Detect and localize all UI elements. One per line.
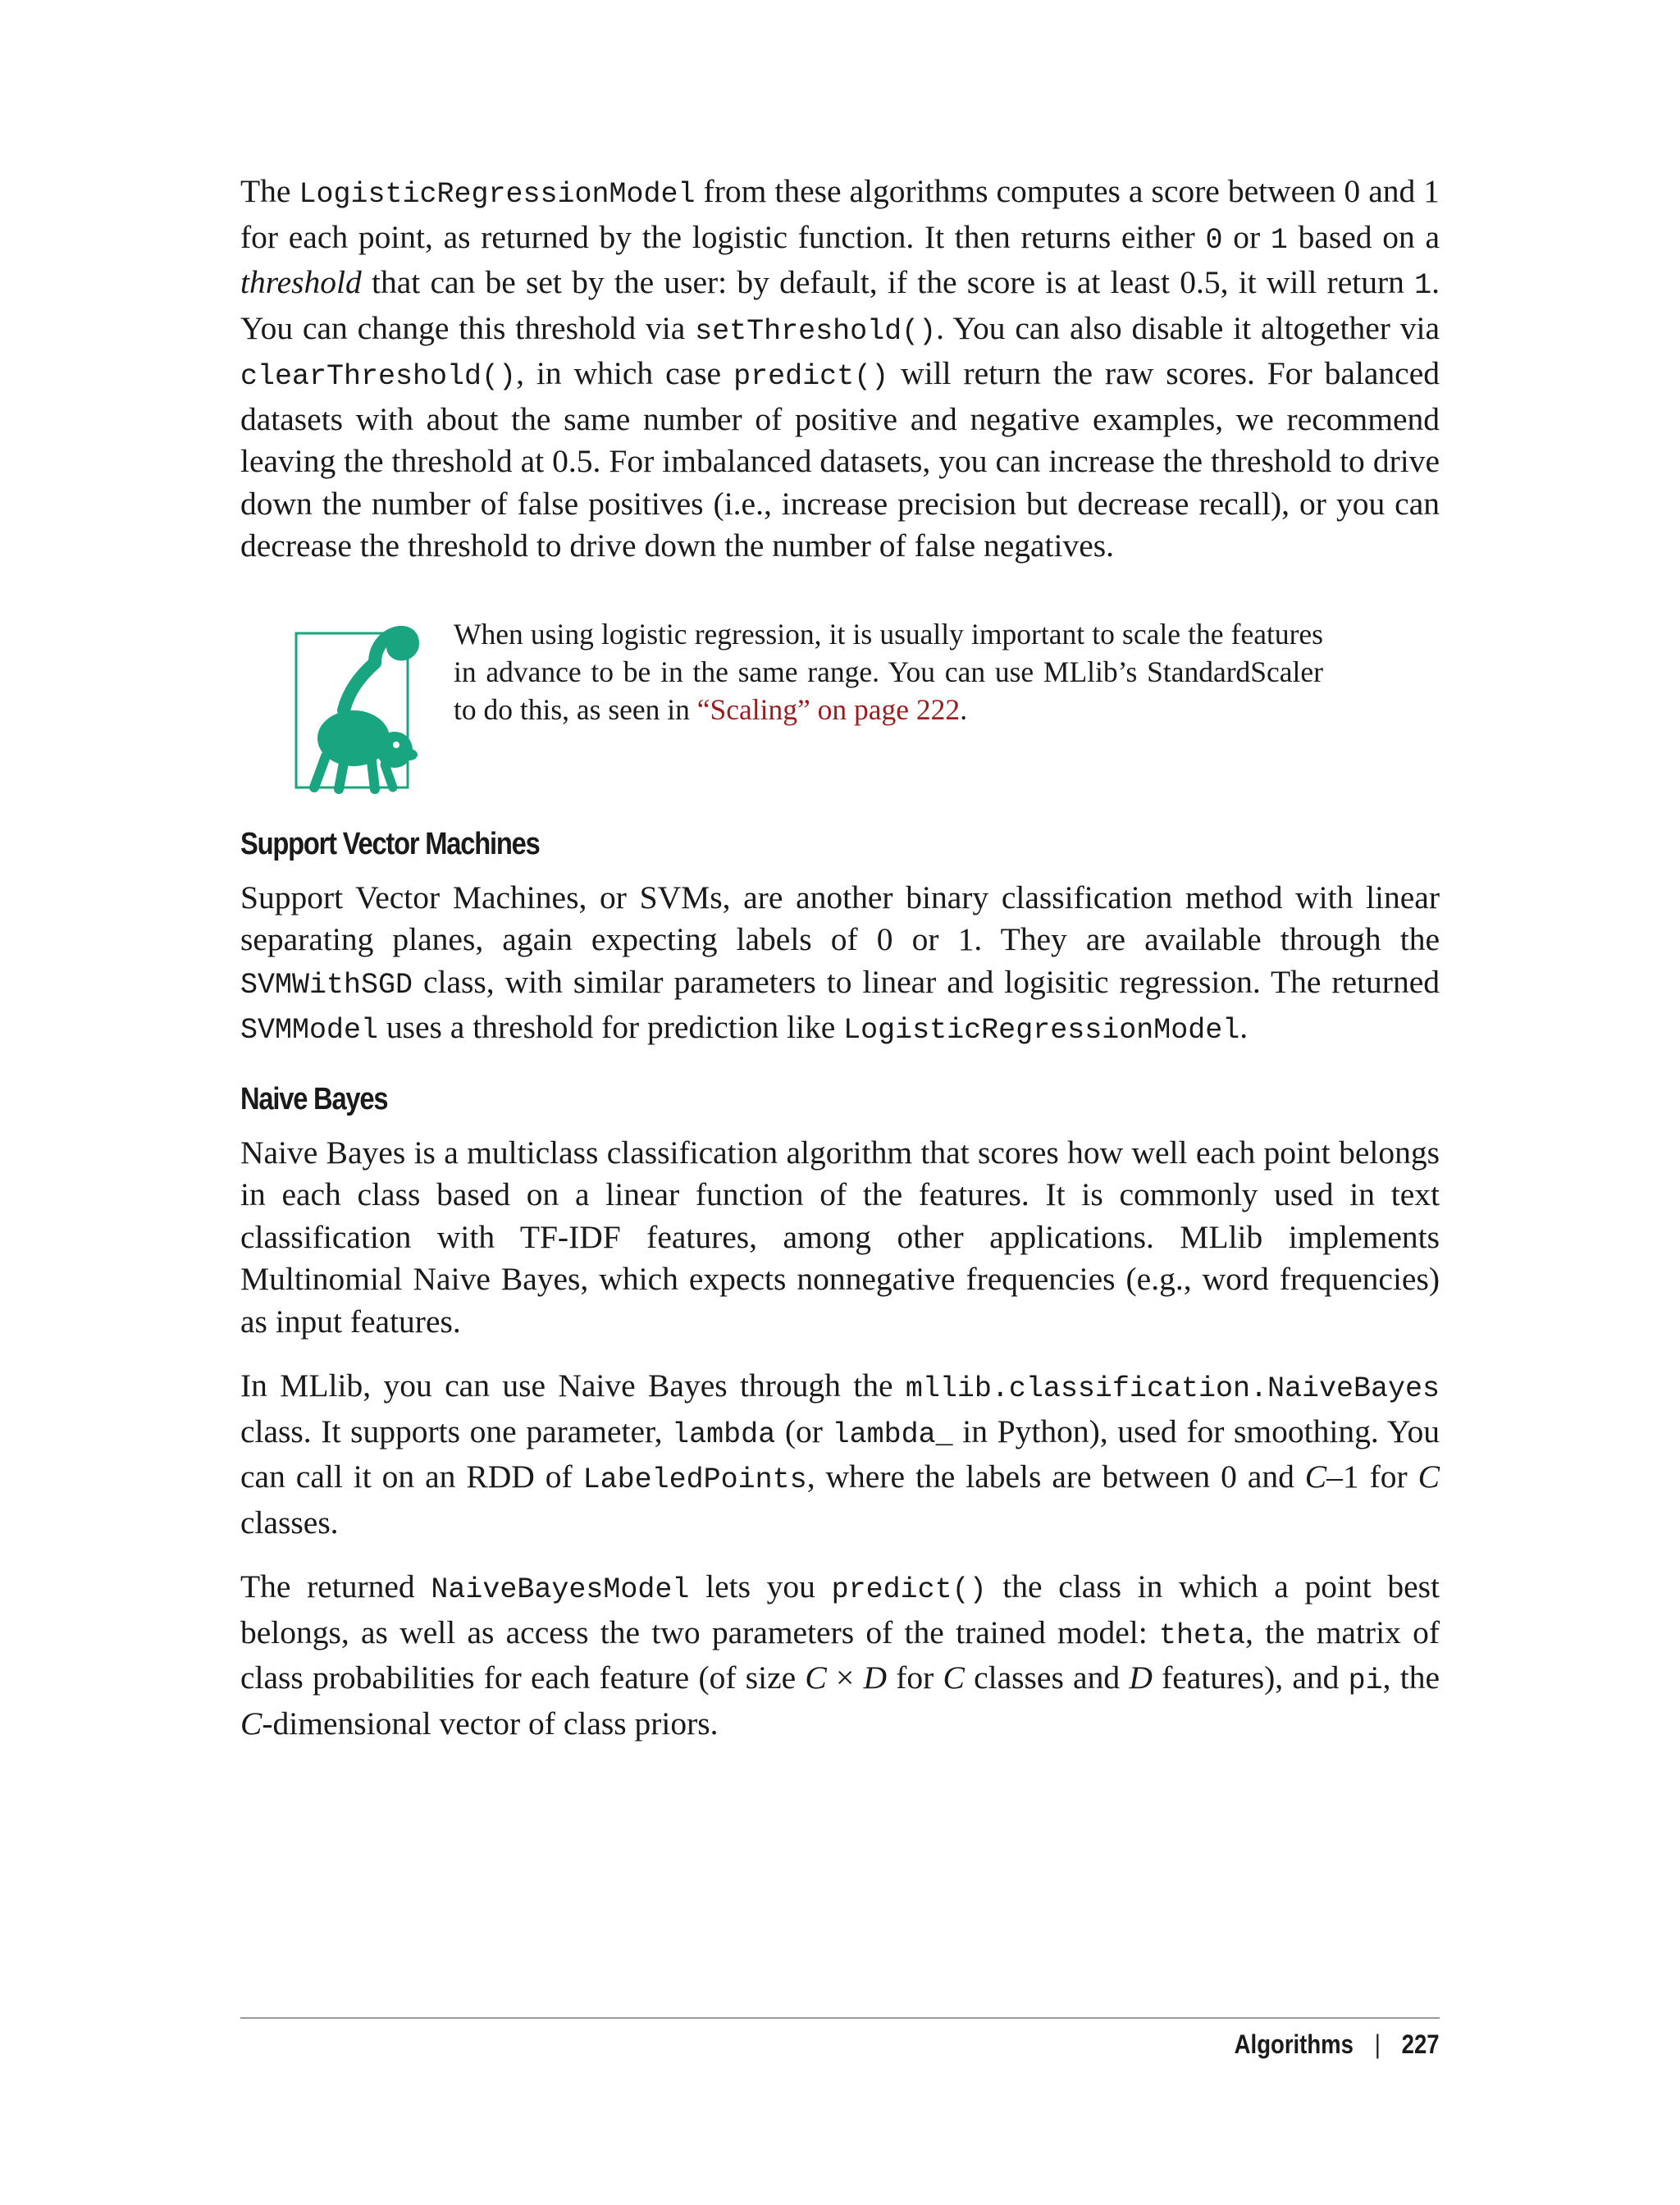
text: the class in which a point best belongs, as well as access the two parameters of the trained model: [240, 1568, 1440, 1650]
text: In MLlib, you can use Naive Bayes through the [240, 1367, 906, 1404]
text: features), and [1152, 1659, 1349, 1696]
text: , the matrix of class probabilities for each feature (of size [240, 1614, 1440, 1696]
math-c: C [1418, 1459, 1440, 1495]
paragraph-naive-bayes-intro: Naive Bayes is a multiclass classification algorithm that scores how well each point belongs in each class based on a linear function of the features. It is commonly used in text classification with TF-IDF features, among other applications. MLlib implements Multinomial Naive Bayes, which expects nonnegative frequencies (e.g., word frequencies) as input features. [240, 1134, 1440, 1340]
cross-reference-link[interactable]: “Scaling” on page 222 [696, 692, 961, 726]
text: will return the raw scores. For balanced datasets with about the same number of positive and negative examples, we recommend leaving the threshold at 0.5. For imbalanced datasets, you can increase the threshold to drive down the number of false positives (i.e., increase precision but decrease recall), or you can decrease the threshold to drive down the number of false negatives. [240, 355, 1440, 564]
code-one: 1 [1270, 223, 1288, 257]
text: . You can also disable it altogether via [936, 309, 1440, 346]
code-naive-bayes-model: NaiveBayesModel [431, 1573, 690, 1606]
text: The [240, 173, 299, 209]
text: × [826, 1659, 864, 1696]
text: class. It supports one parameter, [240, 1413, 673, 1449]
code-predict: predict() [831, 1573, 987, 1606]
page-footer [1235, 2029, 1440, 2060]
text: from these algorithms computes a score between 0 and 1 for each point, as returned by the logistic function. It then returns either [240, 173, 1440, 255]
math-c: C [240, 1705, 262, 1742]
code-svm-model: SVMModel [240, 1014, 379, 1047]
text: , the [1382, 1659, 1440, 1696]
emphasis-threshold: threshold [240, 264, 362, 300]
heading-support-vector-machines: Support Vector Machines [240, 826, 540, 861]
text: that can be set by the user: by default, if the score is at least 0.5, it will return [361, 264, 1415, 300]
text: . [960, 692, 968, 726]
paragraph-svm [240, 877, 1440, 1052]
text: in Python), used for smoothing. You can call it on an RDD of [240, 1413, 1440, 1495]
text: . [1239, 1009, 1249, 1045]
tip-note-text [454, 615, 1323, 728]
code-labeled-points: LabeledPoints [582, 1463, 807, 1496]
code-theta: theta [1159, 1618, 1246, 1652]
footer-separator: | [1375, 2029, 1381, 2059]
text: classes and [964, 1659, 1130, 1696]
math-c: C [805, 1659, 827, 1696]
code-clear-threshold: clearThreshold() [240, 360, 517, 393]
text: class, with similar parameters to linear and logisitic regression. The returned [413, 963, 1440, 1000]
lemur-tip-icon [290, 615, 421, 796]
code-one: 1 [1414, 269, 1432, 302]
code-pi: pi [1348, 1664, 1383, 1697]
text: The returned [240, 1568, 431, 1605]
code-set-threshold: setThreshold() [695, 314, 937, 348]
text: (or [775, 1413, 833, 1449]
code-predict: predict() [733, 360, 889, 393]
text: uses a threshold for prediction like [378, 1009, 844, 1045]
code-logistic-regression-model: LogisticRegressionModel [843, 1014, 1240, 1047]
text: classes. [240, 1504, 339, 1541]
page-number: 227 [1402, 2029, 1440, 2059]
text: -dimensional vector of class priors. [262, 1705, 719, 1742]
text: , where the labels are between 0 and [806, 1459, 1305, 1495]
paragraph-naive-bayes-model [240, 1566, 1440, 1745]
footer-rule [240, 2017, 1440, 2019]
text: or [1222, 218, 1271, 255]
math-c: C [1304, 1459, 1327, 1495]
paragraph-logistic-threshold [240, 171, 1440, 568]
heading-naive-bayes: Naive Bayes [240, 1081, 388, 1116]
math-d: D [863, 1659, 888, 1696]
code-logistic-regression-model: LogisticRegressionModel [299, 178, 696, 211]
page-content [240, 171, 1440, 1745]
code-zero: 0 [1205, 223, 1223, 257]
text: for [887, 1659, 943, 1696]
paragraph-naive-bayes-usage [240, 1365, 1440, 1544]
math-d: D [1129, 1659, 1153, 1696]
math-c: C [943, 1659, 965, 1696]
text: Support Vector Machines, or SVMs, are another binary classification method with linear separating planes, again expecting labels of 0 or 1. They are available through the [240, 879, 1440, 957]
text: lets you [689, 1568, 832, 1605]
tip-note [240, 615, 1440, 804]
code-lambda: lambda [672, 1418, 776, 1451]
text: –1 for [1326, 1459, 1418, 1495]
text: . You can change this threshold via [240, 264, 1440, 346]
text: based on a [1287, 218, 1440, 255]
footer-section-title: Algorithms [1235, 2029, 1354, 2059]
code-lambda-python: lambda_ [832, 1418, 953, 1451]
code-svm-with-sgd: SVMWithSGD [240, 968, 413, 1002]
text: When using logistic regression, it is usually important to scale the features in advance to be in the same range. You can use MLlib’s StandardScaler to do this, as seen in [454, 617, 1323, 726]
code-naive-bayes-class: mllib.classification.NaiveBayes [905, 1372, 1440, 1405]
text: , in which case [516, 355, 734, 391]
